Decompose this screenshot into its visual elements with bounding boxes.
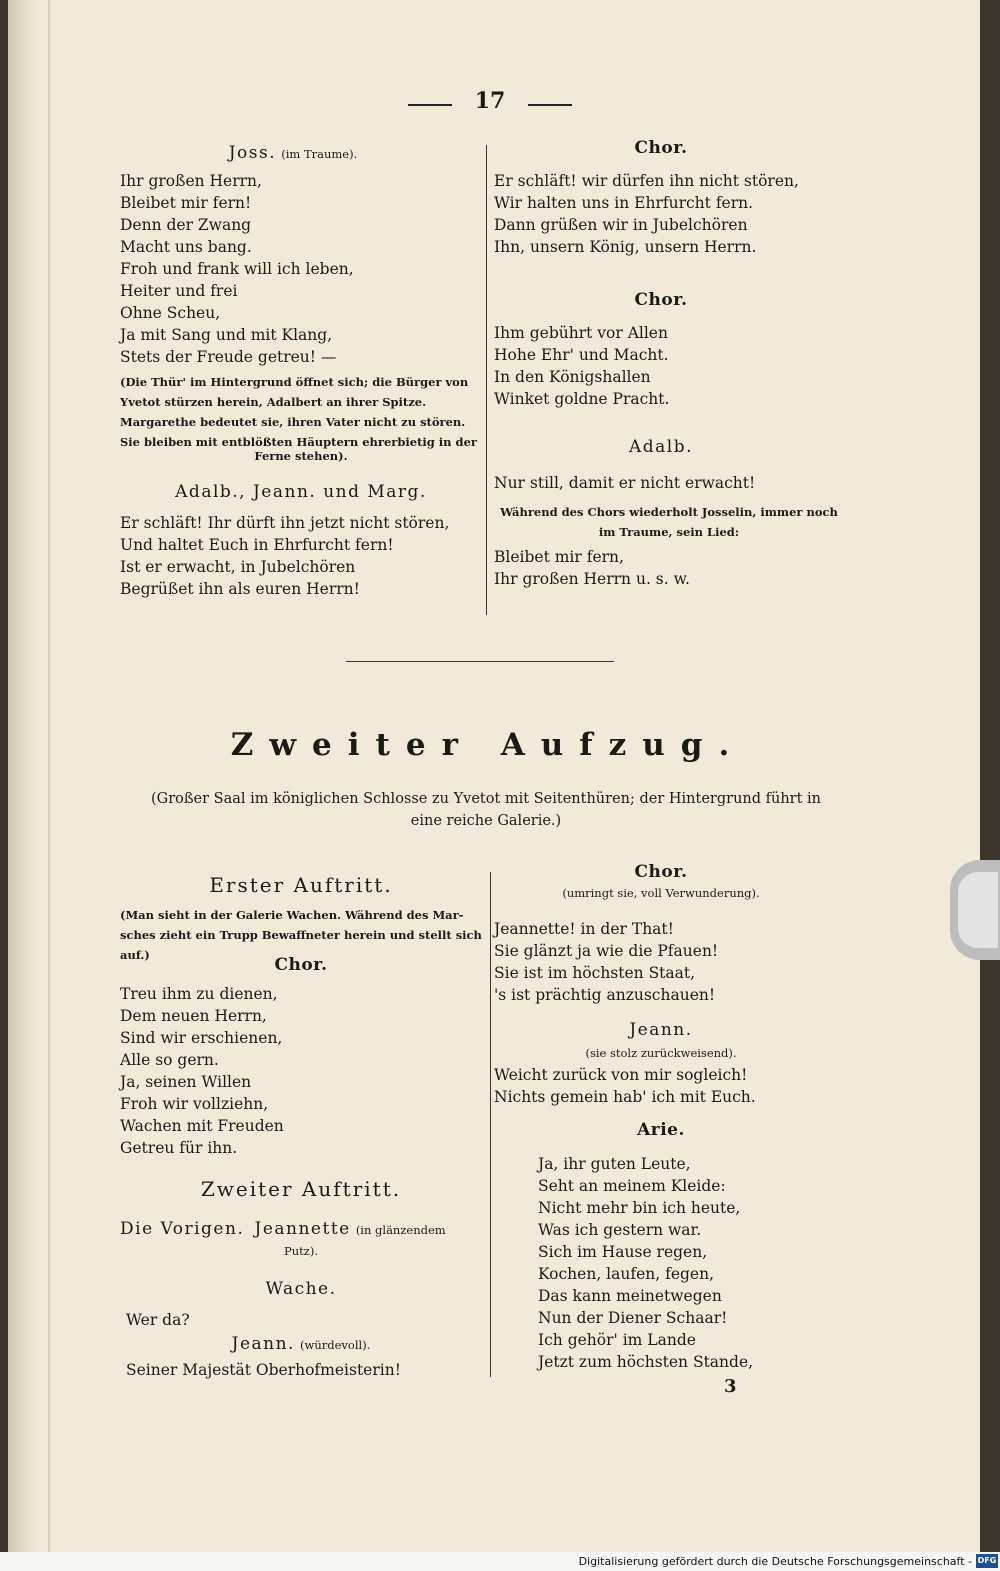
act-description (116, 788, 856, 832)
text-line: Bleibet mir fern, (494, 548, 624, 566)
text-line: Macht uns bang. (120, 238, 252, 256)
text-line: Ohne Scheu, (120, 304, 221, 322)
chor1-lines (494, 170, 824, 258)
text-line: Froh und frank will ich leben, (120, 260, 354, 278)
text-line: Was ich gestern war. (538, 1221, 702, 1239)
persons-line (120, 1219, 485, 1239)
dfg-logo: DFG (976, 1554, 998, 1568)
text-line: Weicht zurück von mir sogleich! (494, 1066, 748, 1084)
stage-direction-block (120, 372, 482, 452)
page-header (408, 88, 578, 118)
text-line: Wir halten uns in Ehrfurcht fern. (494, 194, 754, 212)
text-line: Ist er erwacht, in Jubelchören (120, 558, 356, 576)
signature-mark: 3 (724, 1376, 737, 1397)
trio-lines (120, 512, 485, 600)
text-line: Sie ist im höchsten Staat, (494, 964, 696, 982)
text-line: Sie bleiben mit entblößten Häuptern ehrerbietig in der (120, 435, 477, 449)
book-page (8, 0, 980, 1552)
jeann2-direction: (sie stolz zurückweisend). (585, 1046, 737, 1060)
text-line: Ja, ihr guten Leute, (538, 1155, 691, 1173)
speaker-name: Joss. (228, 143, 277, 163)
text-line: Dem neuen Herrn, (120, 1007, 267, 1025)
text-line: Er schläft! Ihr dürft ihn jetzt nicht stören, (120, 514, 450, 532)
speaker-chor-4: Chor. (634, 862, 688, 882)
speaker-jeann-1 (120, 1334, 482, 1354)
text-line: Während des Chors wiederholt Josselin, immer noch (500, 505, 838, 519)
chor4-lines (494, 918, 824, 1006)
text-line: Seht an meinem Kleide: (538, 1177, 726, 1195)
text-line: Heiter und frei (120, 282, 238, 300)
text-line: Margarethe bedeutet sie, ihren Vater nicht zu stören. (120, 415, 466, 429)
text-line: Treu ihm zu dienen, (120, 985, 278, 1003)
text-line: Das kann meinetwegen (538, 1287, 722, 1305)
column-divider-top (486, 145, 487, 615)
jeann2-lines (494, 1064, 824, 1108)
text-line: Sind wir erschienen, (120, 1029, 283, 1047)
text-line: Begrüßet ihn als euren Herrn! (120, 580, 360, 598)
speaker-direction: (im Traume). (281, 147, 358, 161)
speaker-chor-1: Chor. (634, 138, 688, 158)
persons-direction: (in glänzendem (355, 1223, 446, 1237)
text-line: (Die Thür' im Hintergrund öffnet sich; die Bürger von (120, 375, 469, 389)
joss-song (120, 170, 480, 368)
text-line: Sich im Hause regen, (538, 1243, 708, 1261)
footer-credit: Digitalisierung gefördert durch die Deutsche Forschungsgemeinschaft - (578, 1555, 972, 1568)
speaker-adalb: Adalb. (628, 437, 694, 457)
header-dash-right (528, 104, 572, 106)
text-line: Und haltet Euch in Ehrfurcht fern! (120, 536, 394, 554)
act-title: Zweiter Aufzug. (230, 727, 746, 763)
text-line: (Großer Saal im königlichen Schlosse zu Yvetot mit Seitenthüren; der Hintergrund führt in (150, 791, 822, 807)
text-line: Jetzt zum höchsten Stande, (538, 1353, 754, 1371)
text-line: 's ist prächtig anzuschauen! (494, 986, 716, 1004)
speaker-direction: (würdevoll). (300, 1338, 371, 1352)
speaker-arie: Arie. (637, 1120, 685, 1140)
text-line: Ja mit Sang und mit Klang, (120, 326, 333, 344)
text-line: Denn der Zwang (120, 216, 252, 234)
jeann-line: Seiner Majestät Oberhofmeisterin! (126, 1361, 401, 1379)
text-line: In den Königshallen (494, 368, 651, 386)
column-divider-bottom (490, 872, 491, 1377)
text-line: Wachen mit Freuden (120, 1117, 284, 1135)
text-line: Ihn, unsern König, unsern Herrn. (494, 238, 757, 256)
persons-previous: Die Vorigen. (120, 1219, 245, 1239)
scene-1-title: Erster Auftritt. (209, 873, 393, 897)
speaker-joss (108, 143, 478, 163)
text-line: sches zieht ein Trupp Bewaffneter herein und stellt sich auf.) (120, 928, 482, 962)
final-lines (494, 546, 824, 590)
page-fold-line (48, 0, 50, 1552)
text-line: Alle so gern. (120, 1051, 219, 1069)
page-number: 17 (474, 88, 506, 114)
footer-bar (0, 1552, 1000, 1571)
text-line: (Man sieht in der Galerie Wachen. Während des Mar- (120, 908, 464, 922)
speaker-name: Jeann. (231, 1334, 295, 1354)
persons-direction-end: Putz). (284, 1244, 318, 1258)
text-line: Dann grüßen wir in Jubelchören (494, 216, 748, 234)
text-line: Kochen, laufen, fegen, (538, 1265, 715, 1283)
text-line: Froh wir vollziehn, (120, 1095, 269, 1113)
chor2-lines (494, 322, 824, 410)
text-line: Ja, seinen Willen (120, 1073, 252, 1091)
page-binding-shadow (8, 0, 42, 1552)
text-line: Ihr großen Herrn u. s. w. (494, 570, 690, 588)
header-dash-left (408, 104, 452, 106)
speaker-chor-3: Chor. (274, 955, 328, 975)
text-line: Nun der Diener Schaar! (538, 1309, 728, 1327)
text-line: Ihm gebührt vor Allen (494, 324, 668, 342)
arie-lines (538, 1153, 838, 1373)
text-line: Er schläft! wir dürfen ihn nicht stören, (494, 172, 799, 190)
text-line: eine reiche Galerie.) (410, 813, 562, 829)
text-line: Hohe Ehr' und Macht. (494, 346, 669, 364)
text-line: Getreu für ihn. (120, 1139, 238, 1157)
speaker-chor-2: Chor. (634, 290, 688, 310)
text-line: Nicht mehr bin ich heute, (538, 1199, 741, 1217)
scene-2-title: Zweiter Auftritt. (200, 1177, 402, 1201)
text-line: Sie glänzt ja wie die Pfauen! (494, 942, 719, 960)
text-line: Ich gehör' im Lande (538, 1331, 696, 1349)
text-line: Yvetot stürzen herein, Adalbert an ihrer Spitze. (120, 395, 427, 409)
speaker-adalb-jeann-marg: Adalb., Jeann. und Marg. (175, 482, 427, 502)
text-line: Stets der Freude getreu! — (120, 348, 337, 366)
persons-jeannette: Jeannette (254, 1219, 351, 1239)
text-line: Bleibet mir fern! (120, 194, 252, 212)
text-line: Jeannette! in der That! (494, 920, 674, 938)
text-line: Nichts gemein hab' ich mit Euch. (494, 1088, 756, 1106)
chor3-lines (120, 983, 480, 1159)
chor4-direction: (umringt sie, voll Verwunderung). (562, 886, 760, 900)
adalb-line: Nur still, damit er nicht erwacht! (494, 474, 756, 492)
right-stage-direction (494, 502, 844, 542)
page-clip-highlight (958, 872, 998, 948)
section-divider (346, 661, 614, 662)
speaker-wache: Wache. (265, 1279, 337, 1299)
speaker-jeann-2: Jeann. (629, 1020, 693, 1040)
stage-direction-end: Ferne stehen). (254, 449, 348, 463)
text-line: Ihr großen Herrn, (120, 172, 262, 190)
text-line: im Traume, sein Lied: (598, 525, 740, 539)
text-line: Winket goldne Pracht. (494, 390, 670, 408)
wache-line: Wer da? (126, 1311, 190, 1329)
